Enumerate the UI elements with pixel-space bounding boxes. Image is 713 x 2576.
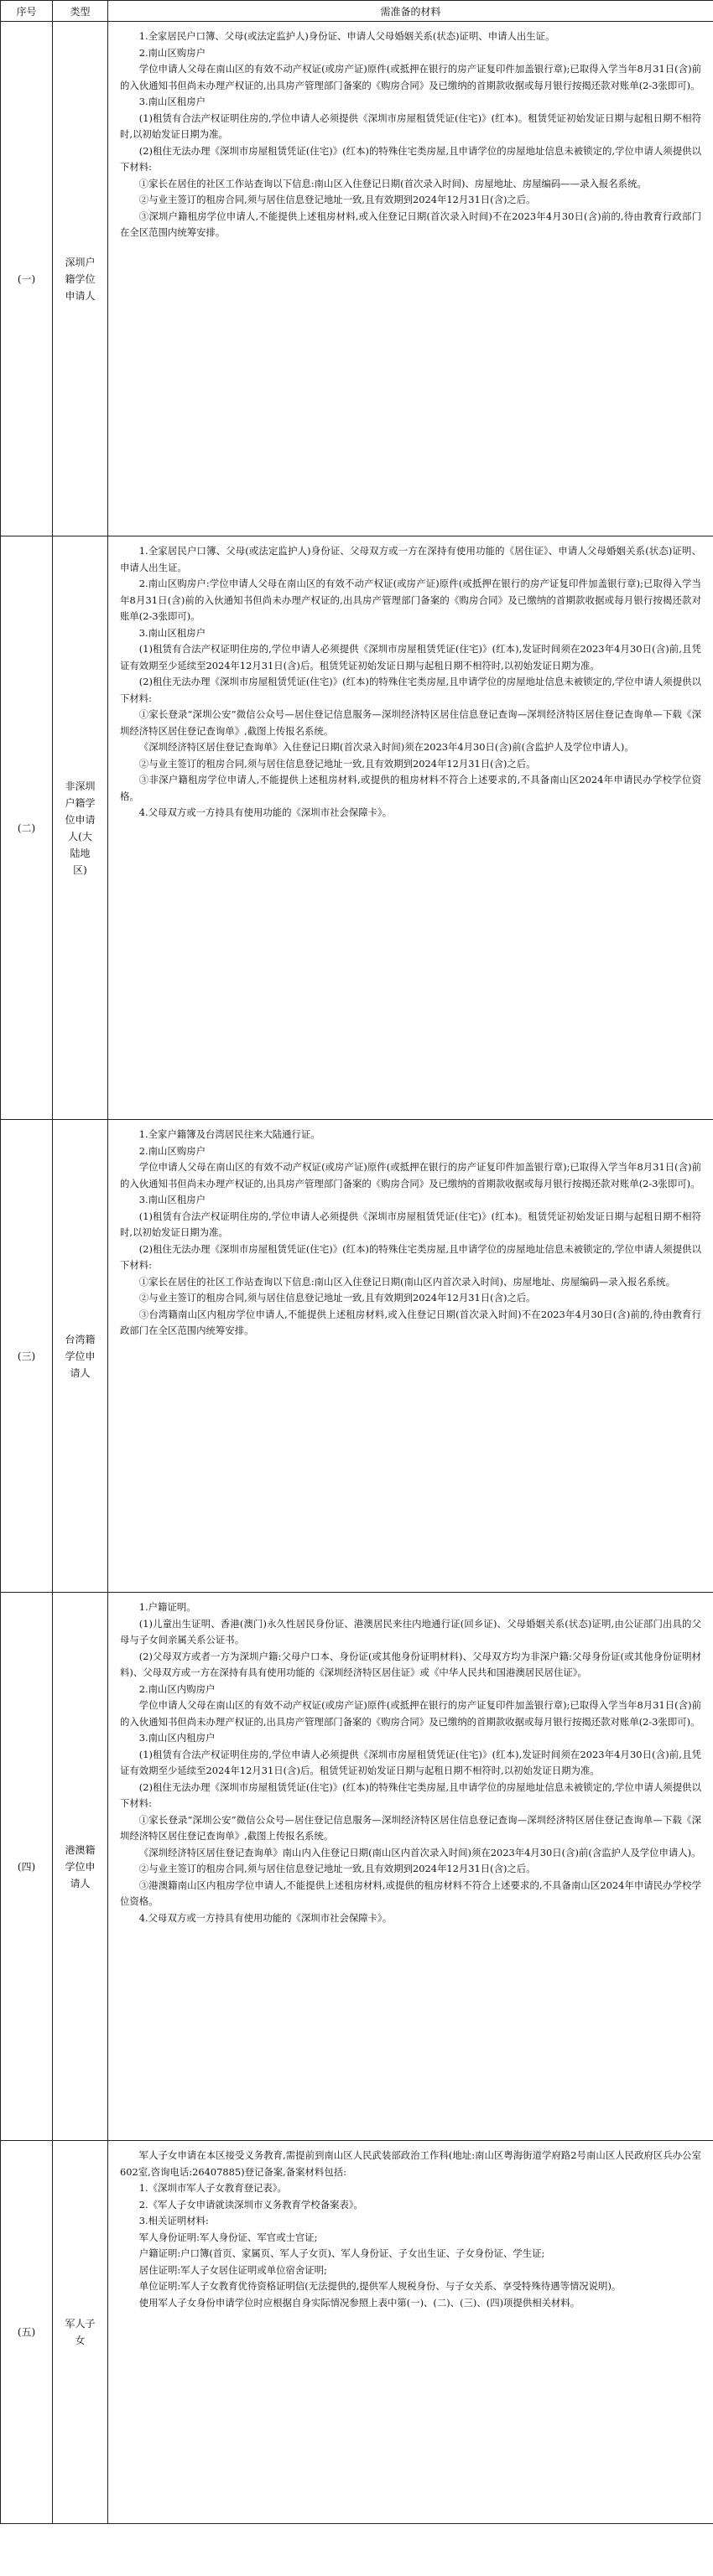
material-paragraph: 学位申请人父母在南山区的有效不动产权证(或房产证)原件(或抵押在银行的房产证复印件加盖银行章);已取得入学当年8月31日(含)前的入伙通知书但尚未办理产权证的,出具房产管理部门备案的《购房合同》及已缴纳的首期款收据或每月银行按揭还款对账单(2-3张即可)。 [120, 63, 701, 91]
material-paragraph: (1)租赁有合法产权证明住房的,学位申请人必须提供《深圳市房屋租赁凭证(住宅)》(红本)。租赁凭证初始发证日期与起租日期不相符时,以初始发证日期为准。 [120, 111, 701, 140]
material-paragraph: 学位申请人父母在南山区的有效不动产权证(或房产证)原件(或抵押在银行的房产证复印件加盖银行章);已取得入学当年8月31日(含)前的入伙通知书但尚未办理产权证的,出具房产管理部门备案的《购房合同》及已缴纳的首期款收据或每月银行按揭还款对账单(2-3张即可)。 [120, 1699, 701, 1728]
material-paragraph: 2.南山区购房户:学位申请人父母在南山区的有效不动产权证(或房产证)原件(或抵押在银行的房产证复印件加盖银行章);已取得入学当年8月31日(含)前的入伙通知书但尚未办理产权证的,出具房产管理部门备案的《购房合同》及已缴纳的首期款收据或每月银行按揭还款对账单(2-3张即可)。 [120, 578, 701, 622]
row-materials [108, 1593, 713, 2141]
material-paragraph: (1)儿童出生证明、香港(澳门)永久性居民身份证、港澳居民来往内地通行证(回乡证)、父母婚姻关系(状态)证明,由公证部门出具的父母与子女间亲属关系公证书。 [120, 1617, 701, 1646]
row-materials [108, 22, 713, 536]
row-type-cell [53, 22, 108, 536]
material-paragraph: (2)租住无法办理《深圳市房屋租赁凭证(住宅)》(红本)的特殊住宅类房屋,且申请学位的房屋地址信息未被锁定的,学位申请人须提供以下材料: [120, 1780, 701, 1809]
row-type: 台湾籍学位申请人 [65, 1333, 96, 1379]
table-row [1, 1593, 713, 2141]
material-paragraph: 军人身份证明:军人身份证、军官或士官证; [138, 2231, 318, 2243]
material-paragraph: 3.南山区租房户 [138, 96, 206, 107]
table-row [1, 536, 713, 1120]
material-paragraph: ①家长登录“深圳公安”微信公众号—居住登记信息服务—深圳经济特区居住信息登记查询—深圳经济特区居住登记查询单—下载《深圳经济特区居住登记查询单》,截图上传报名系统。 [120, 1813, 701, 1842]
material-paragraph: (1)租赁有合法产权证明住房的,学位申请人必须提供《深圳市房屋租赁凭证(住宅)》(红本),发证时间须在2023年4月30日(含)前,且凭证有效期至少延续至2024年12月31日(含)后。租赁凭证初始发证日期与起租日期不相符时,以初始发证日期为准。 [120, 643, 701, 671]
material-paragraph: ①家长在居住的社区工作站查询以下信息:南山区入住登记日期(首次录入时间)、房屋地址、房屋编码——录入报名系统。 [138, 177, 647, 189]
material-paragraph: 使用军人子女身份申请学位时应根据自身实际情况参照上表中第(一)、(二)、(三)、(四)项提供相关材料。 [138, 2296, 580, 2309]
table-row [1, 1120, 713, 1593]
row-seq: (二) [1, 536, 53, 1120]
row-seq: (三) [1, 1120, 53, 1593]
row-type: 深圳户籍学位申请人 [65, 256, 96, 302]
header-type: 类型 [53, 1, 108, 22]
row-type: 军人子女 [65, 2318, 96, 2346]
row-materials [108, 2141, 713, 2524]
material-paragraph: ③深圳户籍租房学位申请人,不能提供上述租房材料,或入住登记日期(首次录入时间)不在2023年4月30日(含)前的,待由教育行政部门在全区范围内统筹安排。 [120, 210, 701, 238]
material-paragraph: 1.户籍证明。 [138, 1601, 196, 1613]
material-paragraph: ③港澳籍南山区内租房学位申请人,不能提供上述租房材料,或提供的租房材料不符合上述要求的,不具备南山区2024年申请民办学校学位资格。 [120, 1879, 701, 1907]
material-paragraph: 2.《军人子女申请就读深圳市义务教育学校备案表》。 [138, 2198, 363, 2211]
material-paragraph: ①家长在居住的社区工作站查询以下信息:南山区入住登记日期(南山区内首次录入时间)、房屋地址、房屋编码—录入报名系统。 [138, 1275, 676, 1288]
row-type-cell [53, 2141, 108, 2524]
material-paragraph: ③非深户籍租房学位申请人,不能提供上述租房材料,或提供的租房材料不符合上述要求的,不具备南山区2024年申请民办学校学位资格。 [120, 774, 701, 802]
header-materials: 需准备的材料 [108, 1, 713, 22]
material-paragraph: 居住证明:军人子女居住证明或单位宿舍证明; [138, 2263, 327, 2276]
header-seq: 序号 [1, 1, 53, 22]
row-seq: (五) [1, 2141, 53, 2524]
material-paragraph: 4.父母双方或一方持具有使用功能的《深圳市社会保障卡》。 [138, 806, 393, 818]
table-row [1, 2141, 713, 2524]
material-paragraph: (2)租住无法办理《深圳市房屋租赁凭证(住宅)》(红本)的特殊住宅类房屋,且申请学位的房屋地址信息未被锁定的,学位申请人须提供以下材料: [120, 1242, 701, 1271]
material-paragraph: (2)租住无法办理《深圳市房屋租赁凭证(住宅)》(红本)的特殊住宅类房屋,且申请学位的房屋地址信息未被锁定的,学位申请人须提供以下材料: [120, 144, 701, 173]
header-row [1, 1, 713, 22]
row-type-cell [53, 1593, 108, 2141]
table-row [1, 22, 713, 536]
material-paragraph: 2.南山区购房户 [138, 46, 206, 59]
row-materials [108, 1120, 713, 1593]
row-seq: (四) [1, 1593, 53, 2141]
material-paragraph: (2)父母双方或者一方为深圳户籍:父母户口本、身份证(或其他身份证明材料)、父母双方均为非深户籍:父母身份证(或其他身份证明材料)、父母双方或一方在深持有具有使用功能的《深圳经济特区居住证》或《中华人民共和国港澳居民居住证》。 [120, 1650, 701, 1678]
row-materials [108, 536, 713, 1120]
material-paragraph: 3.南山区租房户 [138, 626, 206, 639]
material-paragraph: ②与业主签订的租房合同,须与居住信息登记地址一致,且有效期到2024年12月31日(含)之后。 [138, 757, 536, 770]
row-type-cell [53, 1120, 108, 1593]
material-paragraph: (1)租赁有合法产权证明住房的,学位申请人必须提供《深圳市房屋租赁凭证(住宅)》(红本)。租赁凭证初始发证日期与起租日期不相符时,以初始发证日期为准。 [120, 1210, 701, 1238]
material-paragraph: 1.《深圳市军人子女教育登记表》。 [138, 2182, 287, 2194]
row-type: 非深圳户籍学位申请人(大陆地区) [65, 780, 96, 876]
row-type-cell [53, 536, 108, 1120]
material-paragraph: 3.南山区租房户 [138, 1194, 206, 1205]
material-paragraph: ③台湾籍南山区内租房学位申请人,不能提供上述租房材料,或入住登记日期(首次录入时间)不在2023年4月30日(含)前的,待由教育行政部门在全区范围内统筹安排。 [120, 1308, 701, 1336]
material-paragraph: 1.全家居民户口簿、父母(或法定监护人)身份证、申请人父母婚姻关系(状态)证明、申请人出生证。 [138, 30, 555, 42]
material-paragraph: ②与业主签订的租房合同,须与居住信息登记地址一致,且有效期到2024年12月31日(含)之后。 [138, 1292, 536, 1304]
material-paragraph: 户籍证明:户口簿(首页、家属页、军人子女页)、军人身份证、子女出生证、子女身份证、学生证; [138, 2247, 545, 2259]
material-paragraph: 学位申请人父母在南山区的有效不动产权证(或房产证)原件(或抵押在银行的房产证复印件加盖银行章);已取得入学当年8月31日(含)前的入伙通知书但尚未办理产权证的,出具房产管理部门备案的《购房合同》及已缴纳的首期款收据或每月银行按揭还款对账单(2-3张即可)。 [120, 1161, 701, 1190]
material-paragraph: 军人子女申请在本区接受义务教育,需提前到南山区人民武装部政治工作科(地址:南山区粤海街道学府路2号南山区人民政府区兵办公室602室,咨询电话:26407885)登记备案,备案材料包括: [120, 2149, 701, 2178]
material-paragraph: ①家长登录“深圳公安”微信公众号—居住登记信息服务—深圳经济特区居住信息登记查询—深圳经济特区居住登记查询单—下载《深圳经济特区居住登记查询单》,截图上传报名系统。 [120, 708, 701, 737]
material-paragraph: 3.南山区内租房户 [138, 1732, 216, 1744]
material-paragraph: 1.全家户籍簿及台湾居民往来大陆通行证。 [138, 1128, 320, 1140]
material-paragraph: ②与业主签订的租房合同,须与居住信息登记地址一致,且有效期到2024年12月31日(含)之后。 [138, 1863, 536, 1874]
material-paragraph: 《深圳经济特区居住登记查询单》入住登记日期(首次录入时间)须在2023年4月30日(含)前(含监护人及学位申请人)。 [138, 741, 634, 753]
material-paragraph: 2.南山区购房户 [138, 1144, 206, 1157]
row-type: 港澳籍学位申请人 [65, 1843, 96, 1889]
material-paragraph: (1)租赁有合法产权证明住房的,学位申请人必须提供《深圳市房屋租赁凭证(住宅)》(红本),发证时间须在2023年4月30日(含)前,且凭证有效期至少延续至2024年12月31日(含)后。租赁凭证初始发证日期与起租日期不相符时,以初始发证日期为准。 [120, 1748, 701, 1776]
material-paragraph: 单位证明:军人子女教育优待资格证明信(无法提供的,提供军人规税身份、与子女关系、享受特殊待遇等情况说明)。 [138, 2280, 622, 2292]
material-paragraph: 2.南山区内购房户 [138, 1682, 216, 1695]
material-paragraph: 《深圳经济特区居住登记查询单》南山内入住登记日期(南山区内首次录入时间)须在2023年4月30日(含)前(含监护人及学位申请人)。 [138, 1846, 701, 1858]
material-paragraph: (2)租住无法办理《深圳市房屋租赁凭证(住宅)》(红本)的特殊住宅类房屋,且申请学位的房屋地址信息未被锁定的,学位申请人须提供以下材料: [120, 676, 701, 704]
material-paragraph: 3.相关证明材料: [138, 2215, 209, 2226]
row-seq: (一) [1, 22, 53, 536]
material-paragraph: 1.全家居民户口簿、父母(或法定监护人)身份证、父母双方或一方在深持有使用功能的《居住证》、申请人父母婚姻关系(状态)证明、申请人出生证。 [120, 545, 701, 573]
material-paragraph: 4.父母双方或一方持具有使用功能的《深圳市社会保障卡》。 [138, 1911, 393, 1924]
material-paragraph: ②与业主签订的租房合同,须与居住信息登记地址一致,且有效期到2024年12月31日(含)之后。 [138, 194, 536, 205]
